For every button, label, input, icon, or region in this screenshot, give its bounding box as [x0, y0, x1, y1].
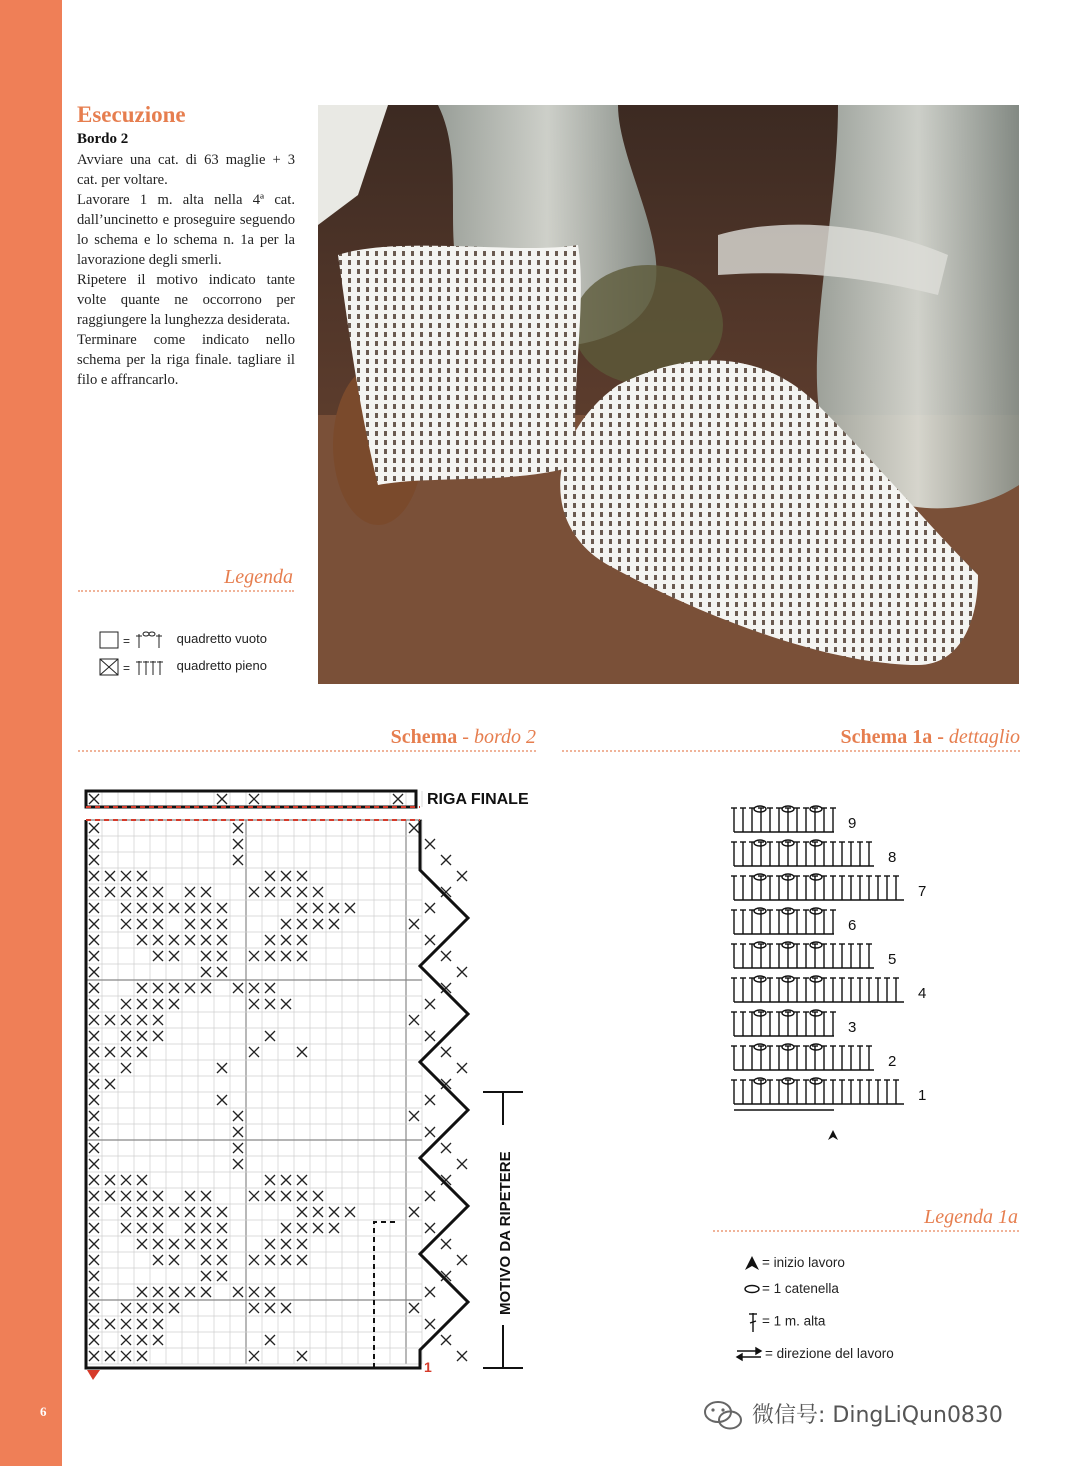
page-title: Esecuzione: [77, 102, 186, 127]
legend-divider: [78, 590, 294, 592]
detail-row-number: 6: [848, 917, 857, 934]
detail-chart: [720, 790, 960, 1165]
legend1a-item: = inizio lavoro: [742, 1255, 845, 1271]
instruction-paragraph: Avviare una cat. di 63 maglie + 3 cat. per voltare.: [77, 152, 295, 188]
page-number: 6: [40, 1404, 47, 1419]
detail-row-number: 2: [888, 1053, 897, 1070]
chain-oval-icon: [742, 1281, 762, 1297]
schema-title: Schema - bordo 2: [390, 726, 536, 748]
start-marker-icon: [87, 1370, 100, 1380]
instruction-paragraph: Terminare come indicato nello schema per la riga finale. tagliare il filo e affrancarlo.: [77, 332, 295, 388]
legend-label: quadretto vuoto: [176, 631, 267, 647]
crochet-chart: [78, 780, 548, 1385]
instruction-paragraph: Ripetere il motivo indicato tante volte quante ne occorrono per raggiungere la lunghezza desiderata.: [77, 272, 295, 328]
svg-text:=: =: [123, 634, 131, 648]
detail-row-number: 8: [888, 849, 897, 866]
arrowhead-icon: [742, 1255, 762, 1271]
schema-divider: [78, 750, 536, 752]
detail-divider: [562, 750, 1020, 752]
detail-row-number: 5: [888, 951, 897, 968]
detail-row-number: 7: [918, 883, 927, 900]
sidebar-band: [0, 0, 62, 1466]
detail-row-number: 9: [848, 815, 857, 832]
legend1a-item: = 1 m. alta: [742, 1311, 825, 1333]
wechat-icon: [700, 1398, 748, 1434]
final-row-label: RIGA FINALE: [427, 791, 529, 808]
legend1a-item: = direzione del lavoro: [735, 1346, 894, 1362]
watermark-text: 微信号: DingLiQun0830: [752, 1403, 1003, 1428]
detail-diagram: [720, 790, 960, 1160]
detail-row-number: 3: [848, 1019, 857, 1036]
arrowhead-icon: [828, 1130, 838, 1140]
detail-title: Schema 1a - dettaglio: [840, 726, 1020, 748]
row-number: 1: [424, 1359, 432, 1375]
legend-item-filled: [99, 657, 267, 677]
filled-square-icon: [99, 657, 169, 677]
svg-text:=: =: [123, 661, 131, 675]
legend-item-empty: [99, 630, 267, 650]
double-crochet-icon: [742, 1311, 762, 1333]
repeat-label: MOTIVO DA RIPETERE: [497, 1151, 514, 1315]
legend-label: quadretto pieno: [176, 658, 267, 674]
empty-square-icon: [99, 630, 169, 650]
direction-arrows-icon: [735, 1346, 765, 1362]
legend1a-item: = 1 catenella: [742, 1281, 839, 1297]
legend1a-divider: [713, 1230, 1019, 1232]
legend1a-title: Legenda 1a: [924, 1206, 1018, 1228]
instructions-text: [77, 150, 295, 390]
detail-row-number: 1: [918, 1087, 927, 1104]
chart-grid: [78, 780, 548, 1380]
section-subtitle: Bordo 2: [77, 131, 129, 147]
instruction-paragraph: Lavorare 1 m. alta nella 4ª cat. dall’uncinetto e proseguire seguendo lo schema e lo schema n. 1a per la lavorazione degli smerli.: [77, 192, 295, 268]
legend-title: Legenda: [224, 566, 293, 588]
lace-photo: [318, 105, 1019, 684]
detail-row-number: 4: [918, 985, 927, 1002]
